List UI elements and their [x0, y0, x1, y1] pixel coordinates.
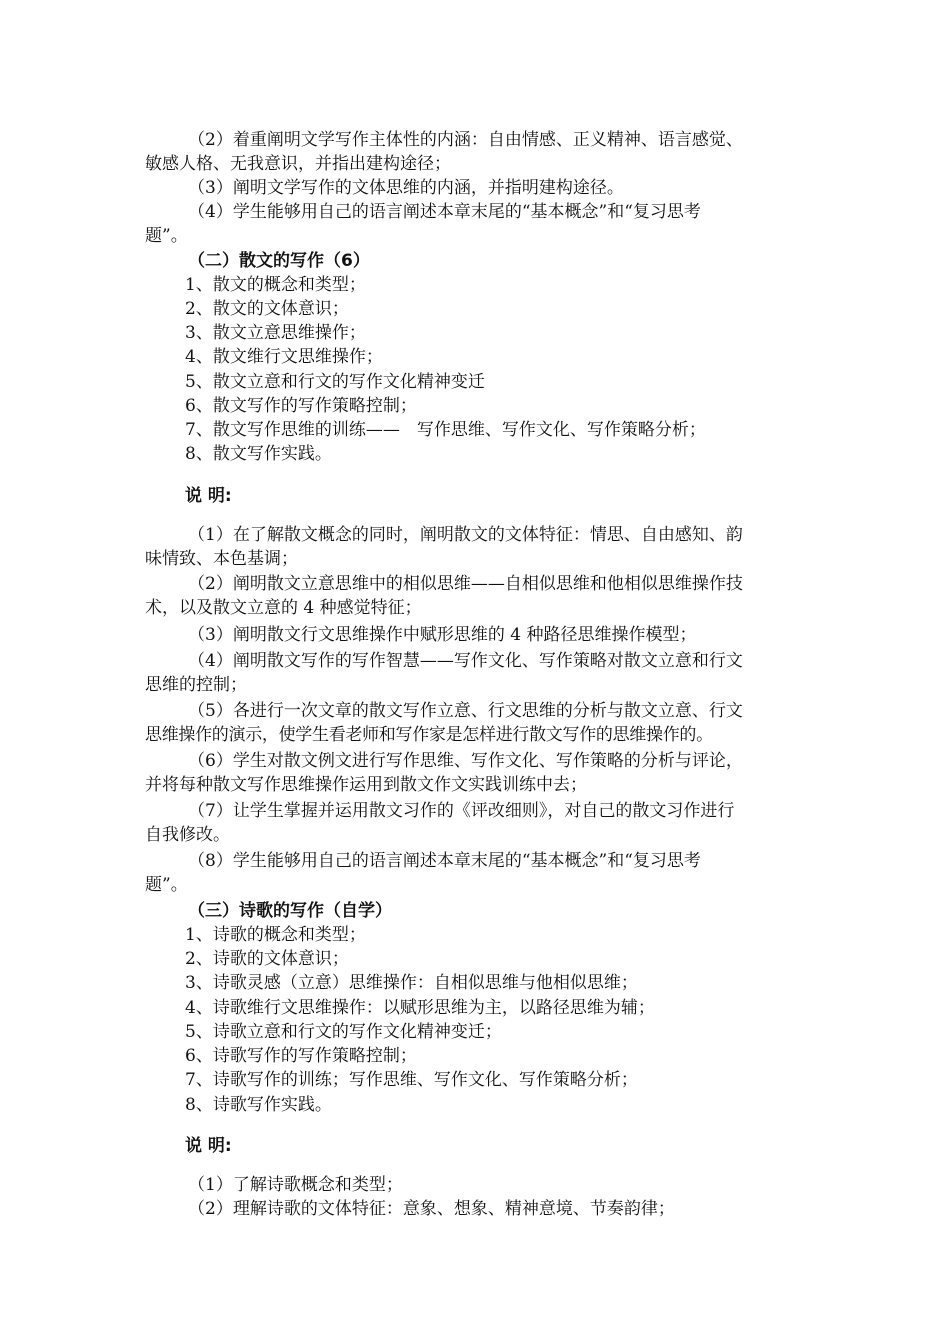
section-heading-prose: （二）散文的写作（6）: [188, 251, 370, 271]
list-item: 8、散文写作实践。: [185, 444, 332, 464]
note-line: （3）阐明散文行文思维操作中赋形思维的 4 种路径思维操作模型；: [188, 625, 697, 645]
list-item: 1、散文的概念和类型；: [185, 275, 366, 295]
list-item: 7、散文写作思维的训练—— 写作思维、写作文化、写作策略分析；: [185, 420, 706, 440]
list-item: 2、诗歌的文体意识；: [185, 949, 349, 969]
note-line: 味情致、本色基调；: [145, 549, 298, 569]
list-item: 8、诗歌写作实践。: [185, 1095, 332, 1115]
list-item: 3、散文立意思维操作；: [185, 323, 366, 343]
note-line: 思维的控制；: [145, 675, 247, 695]
list-item: 6、散文写作的写作策略控制；: [185, 396, 417, 416]
note-line: （4）阐明散文写作的写作智慧——写作文化、写作策略对散文立意和行文: [188, 651, 743, 671]
note-line: 题”。: [145, 875, 188, 895]
note-line: （2）理解诗歌的文体特征：意象、想象、精神意境、节奏韵律；: [188, 1199, 675, 1219]
item-4-cont: 题”。: [145, 226, 188, 246]
section-heading-poetry: （三）诗歌的写作（自学）: [188, 901, 392, 921]
list-item: 7、诗歌写作的训练；写作思维、写作文化、写作策略分析；: [185, 1070, 638, 1090]
note-line: （1）了解诗歌概念和类型；: [188, 1175, 403, 1195]
note-line: （1）在了解散文概念的同时，阐明散文的文体特征：情思、自由感知、韵: [188, 525, 743, 545]
note-line: （7）让学生掌握并运用散文习作的《评改细则》，对自己的散文习作进行: [188, 801, 735, 821]
list-item: 6、诗歌写作的写作策略控制；: [185, 1046, 417, 1066]
list-item: 5、诗歌立意和行文的写作文化精神变迁；: [185, 1022, 502, 1042]
note-line: （2）阐明散文立意思维中的相似思维——自相似思维和他相似思维操作技: [188, 574, 743, 594]
note-line: 思维操作的演示，使学生看老师和写作家是怎样进行散文写作的思维操作的。: [145, 725, 713, 745]
item-4: （4）学生能够用自己的语言阐述本章末尾的“基本概念”和“复习思考: [188, 202, 701, 222]
note-line: （6）学生对散文例文进行写作思维、写作文化、写作策略的分析与评论，: [188, 751, 743, 771]
item-2: （2）着重阐明文学写作主体性的内涵：自由情感、正义精神、语言感觉、: [188, 130, 743, 150]
list-item: 3、诗歌灵感（立意）思维操作：自相似思维与他相似思维；: [185, 973, 638, 993]
note-label: 说 明:: [185, 1136, 232, 1156]
item-2-cont: 敏感人格、无我意识，并指出建构途径；: [145, 154, 451, 174]
list-item: 2、散文的文体意识；: [185, 299, 349, 319]
note-line: 并将每种散文写作思维操作运用到散文作文实践训练中去；: [145, 775, 587, 795]
list-item: 4、散文维行文思维操作；: [185, 347, 383, 367]
item-3: （3）阐明文学写作的文体思维的内涵，并指明建构途径。: [188, 178, 624, 198]
note-line: （8）学生能够用自己的语言阐述本章末尾的“基本概念”和“复习思考: [188, 851, 701, 871]
note-label: 说 明:: [185, 486, 232, 506]
note-line: 自我修改。: [145, 825, 230, 845]
list-item: 1、诗歌的概念和类型；: [185, 925, 366, 945]
list-item: 5、散文立意和行文的写作文化精神变迁: [185, 372, 485, 392]
list-item: 4、诗歌维行文思维操作：以赋形思维为主，以路径思维为辅；: [185, 998, 655, 1018]
note-line: 术，以及散文立意的 4 种感觉特征；: [145, 598, 422, 618]
note-line: （5）各进行一次文章的散文写作立意、行文思维的分析与散文立意、行文: [188, 701, 743, 721]
